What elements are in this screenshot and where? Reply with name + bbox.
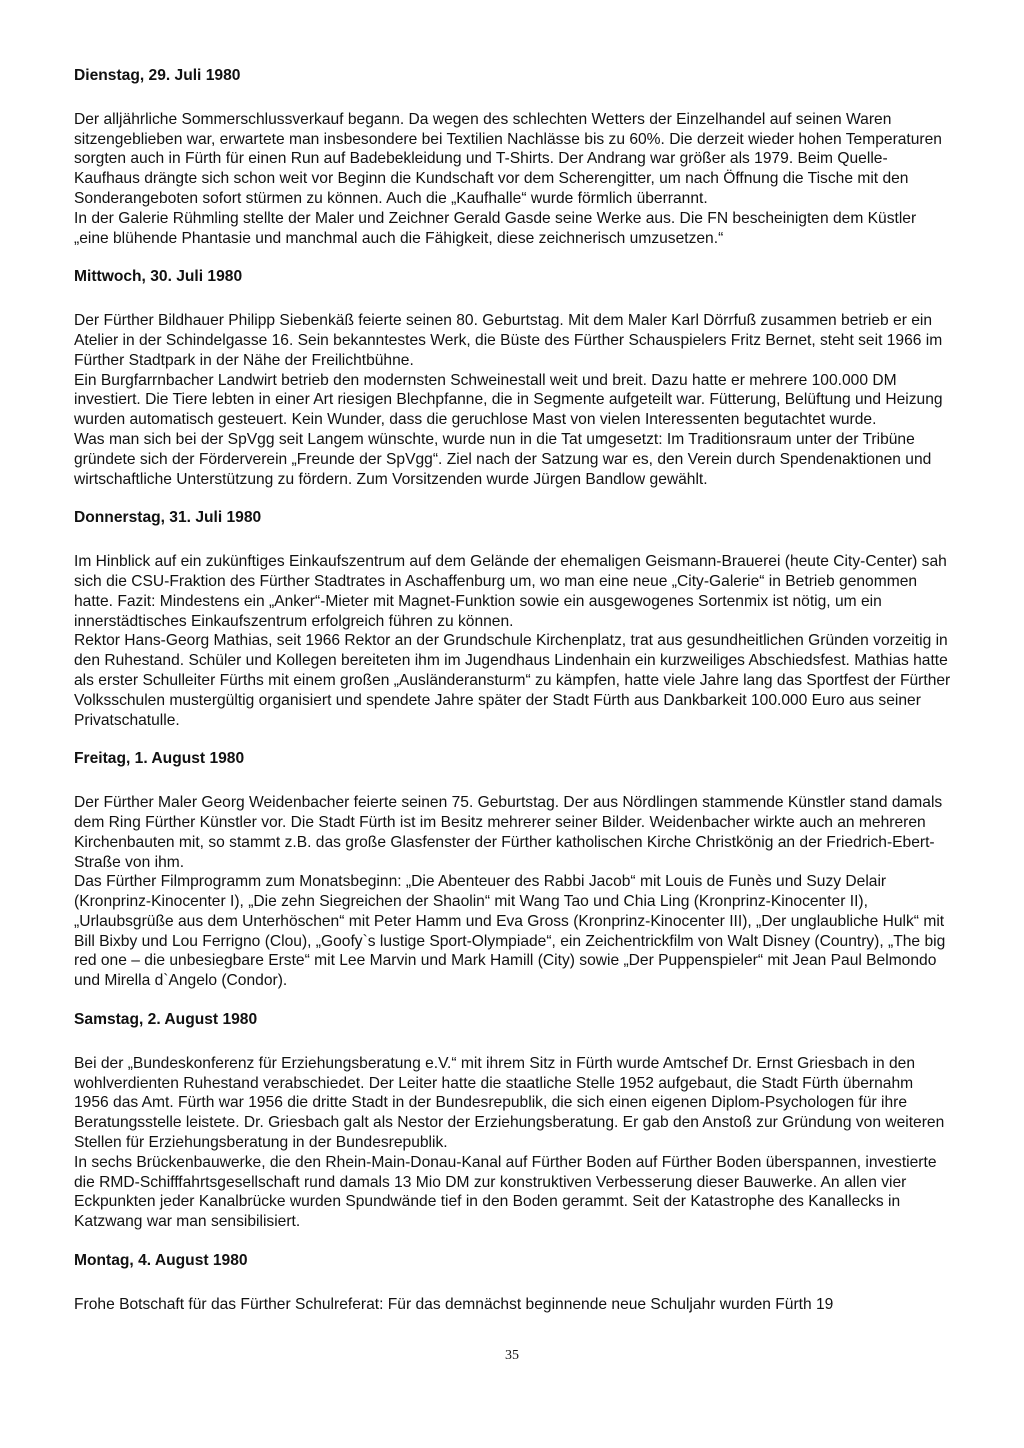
entry-donnerstag-31-juli [74, 508, 952, 730]
paragraph: Der Fürther Maler Georg Weidenbacher feierte seinen 75. Geburtstag. Der aus Nördlingen stammende Künstler stand damals dem Ring Fürther Künstler vor. Die Stadt Fürth ist im Besitz mehrerer seiner Bilder. Weidenbacher wirkte auch an mehreren Kirchenbauten mit, so stammt z.B. das große Glasfenster der Fürther katholischen Kirche Christkönig an der Friedrich-Ebert-Straße von ihm. [74, 794, 943, 871]
paragraph: Der Fürther Bildhauer Philipp Siebenkäß feierte seinen 80. Geburtstag. Mit dem Maler Karl Dörrfuß zusammen betrieb er ein Atelier in der Schindelgasse 16. Sein bekanntestes Werk, die Büste des Fürther Schauspielers Fritz Bernet, steht seit 1966 im Fürther Stadtpark in der Nähe der Freilichtbühne. [74, 312, 943, 369]
entry-freitag-1-august [74, 749, 952, 991]
paragraph: Was man sich bei der SpVgg seit Langem wünschte, wurde nun in die Tat umgesetzt: Im Traditionsraum unter der Tribüne gründete sich der Förderverein „Freunde der SpVgg“. Ziel nach der Satzung war es, den Verein durch Spendenaktionen und wirtschaftliche Unterstützung zu fördern. Zum Vorsitzenden wurde Jürgen Bandlow gewählt. [74, 430, 932, 488]
entry-date-heading: Dienstag, 29. Juli 1980 [74, 67, 241, 84]
paragraph: Das Fürther Filmprogramm zum Monatsbeginn: „Die Abenteuer des Rabbi Jacob“ mit Louis de Funès und Suzy Delair (Kronprinz-Kinocenter I), „Die zehn Siegreichen der Shaolin“ mit Wang Tao und Chia Ling (Kronprinz-Kinocenter II), „Urlaubsgrüße aus dem Unterhöschen“ mit Peter Hamm und Eva Gross (Kronprinz-Kinocenter III), „Der unglaubliche Hulk“ mit Bill Bixby und Lou Ferrigno (Clou), „Goofy`s lustige Sport-Olympiade“, ein Zeichentrickfilm von Walt Disney (Country), „The big red one – die unbesiegbare Erste“ mit Lee Marvin und Mark Hamill (City) sowie „Der Puppenspieler“ mit Jean Paul Belmondo und Mirella d`Angelo (Condor). [74, 873, 946, 990]
page-number: 35 [505, 1348, 519, 1363]
entry-date-heading: Samstag, 2. August 1980 [74, 1011, 258, 1029]
entry-body [74, 793, 952, 991]
entry-date-heading: Montag, 4. August 1980 [74, 1252, 248, 1270]
entry-body [74, 110, 952, 249]
entry-date-heading: Mittwoch, 30. Juli 1980 [74, 268, 243, 286]
entry-date-heading: Freitag, 1. August 1980 [74, 750, 245, 768]
paragraph: In sechs Brückenbauwerke, die den Rhein-Main-Donau-Kanal auf Fürther Boden auf Fürther Boden überspannen, investierte die RMD-Schifffahrtsgesellschaft rund damals 13 Mio DM zur konstruktiven Verbesserung dieser Bauwerke. An allen vier Eckpunkten jeder Kanalbrücke wurden Spundwände tief in den Boden gerammt. Seit der Katastrophe des Kanallecks in Katzwang war man sensibilisiert. [74, 1153, 937, 1231]
entry-body [74, 552, 952, 730]
entry-montag-4-august [74, 1251, 952, 1315]
entry-date-heading: Donnerstag, 31. Juli 1980 [74, 509, 262, 527]
paragraph: Im Hinblick auf ein zukünftiges Einkaufszentrum auf dem Gelände der ehemaligen Geismann-Brauerei (heute City-Center) sah sich die CSU-Fraktion des Fürther Stadtrates in Aschaffenburg um, wo man eine neue „City-Galerie“ in Betrieb genommen hatte. Fazit: Mindestens ein „Anker“-Mieter mit Magnet-Funktion sowie ein ausgewogenes Sortenmix ist nötig, um ein innerstädtisches Einkaufszentrum erfolgreich führen zu können. [74, 553, 947, 630]
entry-body [74, 311, 952, 489]
entry-dienstag-29-juli [74, 66, 952, 248]
paragraph: In der Galerie Rühmling stellte der Maler und Zeichner Gerald Gasde seine Werke aus. Die FN bescheinigten dem Küstler „eine blühende Phantasie und manchmal auch die Fähigkeit, diese zeichnerisch umzusetzen.“ [74, 209, 917, 247]
paragraph: Der alljährliche Sommerschlussverkauf begann. Da wegen des schlechten Wetters der Einzelhandel auf seinen Waren sitzengeblieben war, erwartete man insbesondere bei Textilien Nachlässe bis zu 60%. Die derzeit wieder hohen Temperaturen sorgten auch in Fürth für einen Run auf Badebekleidung und T-Shirts. Der Andrang war größer als 1979. Beim Quelle-Kaufhaus drängte sich schon weit vor Beginn die Kundschaft vor dem Scherengitter, um nach Öffnung die Tische mit den Sonderangeboten sofort stürmen zu können. Auch die „Kaufhalle“ wurde förmlich überrannt. [74, 110, 942, 207]
entry-body [74, 1054, 952, 1232]
document-page [74, 66, 952, 1334]
paragraph: Rektor Hans-Georg Mathias, seit 1966 Rektor an der Grundschule Kirchenplatz, trat aus gesundheitlichen Gründen vorzeitig in den Ruhestand. Schüler und Kollegen bereiteten ihm im Jugendhaus Lindenhain ein kurzweiliges Abschiedsfest. Mathias hatte als erster Schulleiter Fürths mit einem großen „Ausländeransturm“ zu kämpfen, hatte viele Jahre lang das Sportfest der Fürther Volksschulen mustergültig organisiert und spendete Jahre später der Stadt Fürth aus Dankbarkeit 100.000 Euro aus seiner Privatschatulle. [74, 632, 951, 729]
paragraph: Frohe Botschaft für das Fürther Schulreferat: Für das demnächst beginnende neue Schuljahr wurden Fürth 19 [74, 1295, 834, 1313]
paragraph: Bei der „Bundeskonferenz für Erziehungsberatung e.V.“ mit ihrem Sitz in Fürth wurde Amtschef Dr. Ernst Griesbach in den wohlverdienten Ruhestand verabschiedet. Der Leiter hatte die staatliche Stelle 1952 aufgebaut, die Stadt Fürth übernahm 1956 das Amt. Fürth war 1956 die dritte Stadt in der Bundesrepublik, die sich einen eigenen Diplom-Psychologen für ihre Beratungsstelle leistete. Dr. Griesbach galt als Nestor der Erziehungsberatung. Er gab den Anstoß zur Gründung von weiteren Stellen für Erziehungsberatung in der Bundesrepublik. [74, 1054, 945, 1152]
entry-samstag-2-august [74, 1010, 952, 1232]
paragraph: Ein Burgfarrnbacher Landwirt betrieb den modernsten Schweinestall weit und breit. Dazu hatte er mehrere 100.000 DM investiert. Die Tiere lebten in einer Art riesigen Blechpfanne, die in Segmente aufgeteilt war. Fütterung, Belüftung und Heizung wurden automatisch gesteuert. Kein Wunder, dass die geruchlose Mast von vielen Interessenten begutachtet wurde. [74, 371, 943, 429]
entry-body [74, 1295, 952, 1315]
entry-mittwoch-30-juli [74, 267, 952, 489]
